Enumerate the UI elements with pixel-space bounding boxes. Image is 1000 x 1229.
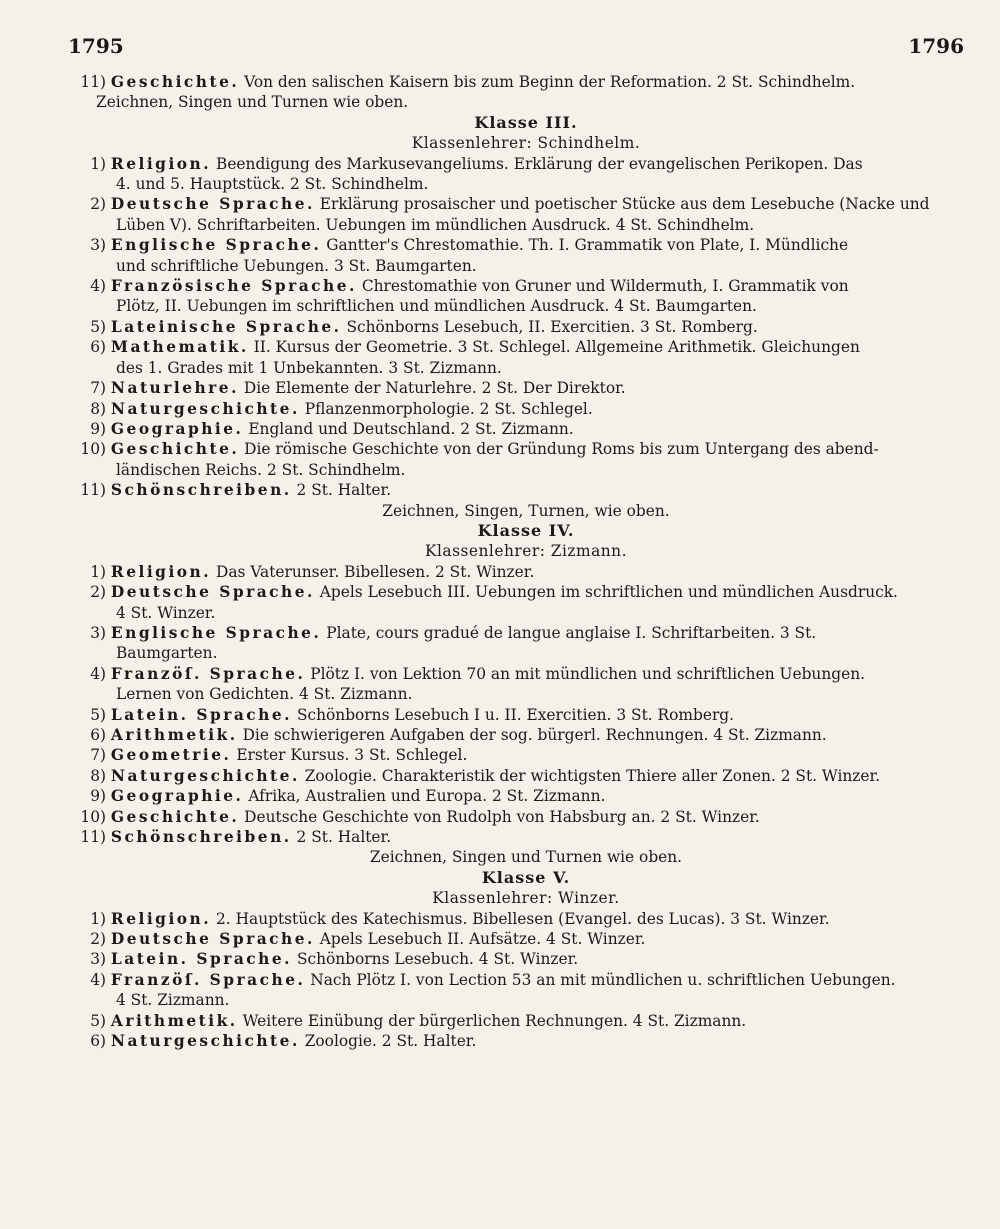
class-footer-note: Zeichnen, Singen und Turnen wie oben. (369, 848, 683, 867)
item-text: Chrestomathie von Gruner und Wildermuth, I. Grammatik von (361, 277, 849, 296)
item-subject: Geschichte. (110, 73, 240, 91)
list-item (76, 827, 976, 847)
list-item (76, 378, 976, 398)
item-number: 9) (90, 787, 106, 806)
item-number: 1) (90, 154, 106, 173)
class-heading: Klasse III. (474, 112, 578, 132)
item-continuation: ländischen Reichs. 2 St. Schindhelm. (116, 460, 406, 479)
item-continuation: Plötz, II. Uebungen im schriftlichen und mündlichen Ausdruck. 4 St. Baumgarten. (116, 297, 757, 316)
list-item (76, 154, 976, 174)
item-number: 5) (90, 317, 106, 336)
list-item (76, 807, 976, 827)
item-number: 7) (90, 746, 106, 765)
item-subject: Naturgeschichte. (110, 399, 300, 418)
list-item (76, 725, 976, 745)
item-text: II. Kursus der Geometrie. 3 St. Schlegel. Allgemeine Arithmetik. Gleichungen (253, 338, 860, 357)
item-number: 3) (90, 950, 106, 969)
item-number: 3) (90, 236, 106, 255)
list-item (76, 1011, 976, 1031)
item-subject: Englische Sprache. (110, 623, 322, 642)
item-text: 2 St. Halter. (296, 828, 392, 847)
list-item (76, 664, 976, 684)
item-number: 1) (90, 909, 106, 928)
item-text: Beendigung des Markusevangeliums. Erklärung der evangelischen Perikopen. Das (216, 154, 863, 173)
item-number: 2) (90, 195, 106, 214)
section-note: Zeichnen, Singen und Turnen wie oben. (96, 93, 409, 112)
item-subject: Arithmetik. (110, 1011, 238, 1030)
item-subject: Mathematik. (110, 338, 249, 357)
item-text: 2. Hauptstück des Katechismus. Bibellesen (Evangel. des Lucas). 3 St. Winzer. (216, 909, 830, 928)
item-subject: Schönschreiben. (110, 828, 292, 847)
list-item (76, 949, 976, 969)
item-continuation: Lernen von Gedichten. 4 St. Zizmann. (116, 685, 413, 704)
list-item (76, 562, 976, 582)
list-item (76, 745, 976, 765)
item-number: 8) (90, 766, 106, 785)
item-text: Plötz I. von Lektion 70 an mit mündlichen und schriftlichen Uebungen. (310, 664, 866, 683)
class-teacher: Klassenlehrer: Winzer. (432, 889, 620, 908)
item-continuation: 4. und 5. Hauptstück. 2 St. Schindhelm. (116, 175, 429, 194)
item-subject: Deutsche Sprache. (110, 930, 315, 949)
list-item (76, 439, 976, 459)
item-continuation: 4 St. Zizmann. (116, 991, 230, 1010)
item-number: 10) (80, 440, 106, 459)
item-number: 5) (90, 705, 106, 724)
item-subject: Geschichte. (110, 807, 240, 826)
list-item (76, 419, 976, 439)
item-number: 2) (90, 930, 106, 949)
item-text: Gantter's Chrestomathie. Th. I. Grammatik von Plate, I. Mündliche (326, 236, 849, 255)
item-subject: Religion. (110, 562, 212, 581)
class-heading: Klasse V. (481, 867, 571, 887)
item-subject: Latein. Sprache. (110, 705, 293, 724)
item-text: Zoologie. Charakteristik der wichtigsten Thiere aller Zonen. 2 St. Winzer. (304, 766, 881, 785)
item-subject: Naturgeschichte. (110, 1032, 300, 1051)
list-item (76, 72, 976, 92)
item-text: Plate, cours gradué de langue anglaise I. Schriftarbeiten. 3 St. (326, 623, 817, 642)
item-number: 6) (90, 338, 106, 357)
item-text: Nach Plötz I. von Lection 53 an mit mündlichen u. schriftlichen Uebungen. (310, 970, 896, 989)
item-subject: Religion. (110, 154, 212, 173)
item-number: 4) (90, 277, 106, 296)
list-item (76, 909, 976, 929)
list-item (76, 480, 976, 500)
list-item (76, 1031, 976, 1051)
item-subject: Arithmetik. (110, 726, 238, 744)
page-number-left: 1795 (68, 34, 124, 58)
list-item (76, 399, 976, 419)
item-subject: Geographie. (110, 419, 244, 438)
list-item (76, 705, 976, 725)
item-subject: Schönschreiben. (110, 481, 292, 500)
item-number: 1) (90, 562, 106, 581)
list-item (76, 766, 976, 786)
item-text: Zoologie. 2 St. Halter. (304, 1032, 477, 1051)
list-item (76, 623, 976, 643)
list-item (76, 337, 976, 357)
item-text: 2 St. Halter. (296, 481, 392, 500)
item-subject: Geographie. (110, 787, 244, 806)
list-item (76, 970, 976, 990)
item-number: 7) (90, 379, 106, 398)
item-text: Das Vaterunser. Bibellesen. 2 St. Winzer. (216, 562, 535, 581)
list-item (76, 276, 976, 296)
item-text: England und Deutschland. 2 St. Zizmann. (248, 419, 574, 438)
item-number: 2) (90, 583, 106, 602)
item-number: 6) (90, 1032, 106, 1051)
item-continuation: Lüben V). Schriftarbeiten. Uebungen im mündlichen Ausdruck. 4 St. Schindhelm. (116, 215, 755, 234)
item-subject: Franzöſ. Sprache. (110, 970, 306, 989)
item-number: 8) (90, 399, 106, 418)
item-subject: Deutsche Sprache. (110, 195, 315, 214)
item-number: 11) (80, 481, 106, 500)
list-item (76, 929, 976, 949)
item-subject: Naturgeschichte. (110, 766, 300, 785)
item-subject: Geometrie. (110, 746, 232, 765)
class-teacher: Klassenlehrer: Schindhelm. (411, 134, 641, 153)
class-teacher: Klassenlehrer: Zizmann. (425, 542, 627, 561)
item-text: Schönborns Lesebuch, II. Exercitien. 3 St. Romberg. (346, 317, 758, 336)
item-continuation: und schriftliche Uebungen. 3 St. Baumgarten. (116, 256, 477, 275)
item-text: Erster Kursus. 3 St. Schlegel. (236, 746, 468, 765)
item-subject: Französische Sprache. (110, 277, 357, 296)
class-heading: Klasse IV. (477, 520, 575, 540)
list-item (76, 317, 976, 337)
item-text: Die Elemente der Naturlehre. 2 St. Der Direktor. (243, 379, 626, 398)
item-text: Apels Lesebuch III. Uebungen im schriftlichen und mündlichen Ausdruck. (319, 583, 898, 602)
list-item (76, 194, 976, 214)
item-subject: Religion. (110, 909, 212, 928)
item-number: 9) (90, 419, 106, 438)
item-text: Apels Lesebuch II. Aufsätze. 4 St. Winzer. (319, 930, 646, 949)
item-text: Pflanzenmorphologie. 2 St. Schlegel. (304, 399, 593, 418)
list-item (76, 582, 976, 602)
item-number: 5) (90, 1011, 106, 1030)
item-subject: Lateinische Sprache. (110, 317, 342, 336)
item-subject: Latein. Sprache. (110, 950, 293, 969)
item-number: 11) (80, 73, 106, 91)
item-continuation: des 1. Grades mit 1 Unbekannten. 3 St. Zizmann. (116, 358, 502, 377)
list-item (76, 235, 976, 255)
page-number-right: 1796 (908, 34, 964, 58)
item-number: 3) (90, 623, 106, 642)
item-text: Die schwierigeren Aufgaben der sog. bürgerl. Rechnungen. 4 St. Zizmann. (242, 726, 827, 744)
item-text: Weitere Einübung der bürgerlichen Rechnungen. 4 St. Zizmann. (242, 1011, 747, 1030)
item-text: Schönborns Lesebuch. 4 St. Winzer. (296, 950, 579, 969)
item-text: Schönborns Lesebuch I u. II. Exercitien. 3 St. Romberg. (296, 705, 735, 724)
document-body (76, 72, 976, 1052)
item-continuation: 4 St. Winzer. (116, 603, 216, 622)
item-subject: Deutsche Sprache. (110, 583, 315, 602)
item-number: 4) (90, 664, 106, 683)
item-text: Afrika, Australien und Europa. 2 St. Zizmann. (248, 787, 606, 806)
item-subject: Franzöſ. Sprache. (110, 664, 306, 683)
item-number: 10) (80, 807, 106, 826)
item-text: Die römische Geschichte von der Gründung Roms bis zum Untergang des abend- (244, 440, 879, 459)
item-text: Von den salischen Kaisern bis zum Beginn der Reformation. 2 St. Schindhelm. (244, 73, 856, 91)
class-footer-note: Zeichnen, Singen, Turnen, wie oben. (382, 501, 670, 520)
item-number: 6) (90, 726, 106, 744)
item-number: 11) (80, 828, 106, 847)
item-subject: Englische Sprache. (110, 236, 322, 255)
list-item (76, 786, 976, 806)
item-text: Erklärung prosaischer und poetischer Stücke aus dem Lesebuche (Nacke und (319, 195, 930, 214)
item-subject: Naturlehre. (110, 379, 239, 398)
item-continuation: Baumgarten. (116, 644, 218, 663)
item-subject: Geschichte. (110, 440, 240, 459)
item-number: 4) (90, 970, 106, 989)
item-text: Deutsche Geschichte von Rudolph von Habsburg an. 2 St. Winzer. (244, 807, 760, 826)
